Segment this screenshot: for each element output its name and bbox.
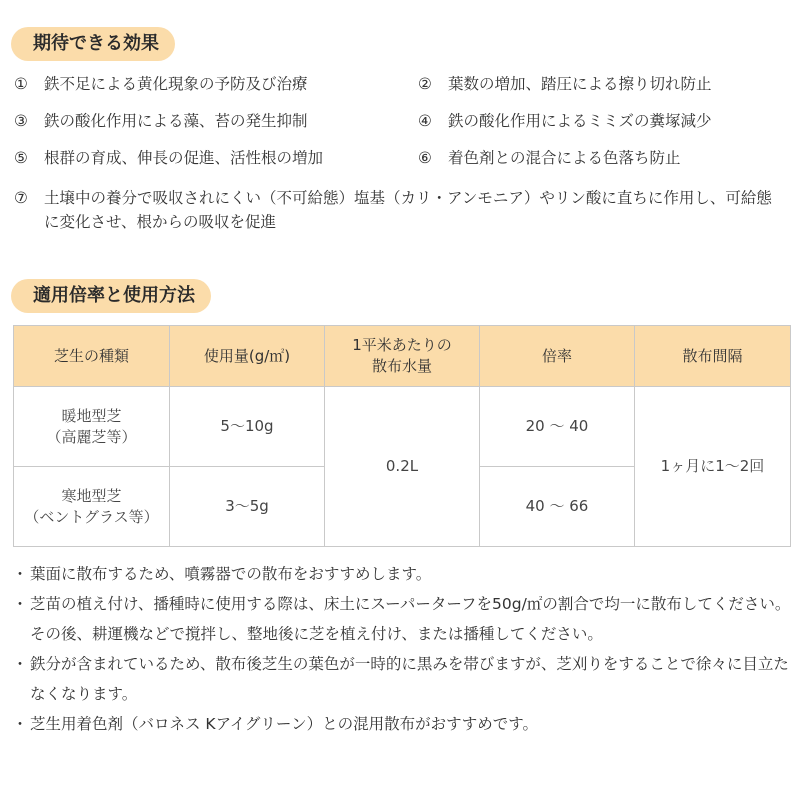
table-row bbox=[14, 387, 791, 467]
header-interval: 散布間隔 bbox=[635, 326, 791, 387]
note-text: 葉面に散布するため、噴霧器での散布をおすすめします。 bbox=[30, 565, 432, 583]
lawn-type-name: 寒地型芝 bbox=[61, 486, 122, 505]
note-bullet: ・ bbox=[12, 595, 28, 613]
header-ratio: 倍率 bbox=[480, 326, 635, 387]
usage-notes bbox=[10, 559, 795, 739]
cell-amount: 5～10g bbox=[170, 387, 325, 467]
usage-table bbox=[13, 325, 791, 547]
effect-text: 鉄の酸化作用による藻、苔の発生抑制 bbox=[44, 112, 308, 130]
note-bullet: ・ bbox=[12, 565, 28, 583]
cell-interval: 1ヶ月に1～2回 bbox=[635, 387, 791, 547]
lawn-type-example: （高麗芝等） bbox=[46, 427, 137, 446]
effect-text: 着色剤との混合による色落ち防止 bbox=[448, 149, 681, 167]
effect-text: 根群の育成、伸長の促進、活性根の増加 bbox=[44, 149, 324, 167]
cell-lawn-type bbox=[14, 387, 170, 467]
effect-text: 土壌中の養分で吸収されにくい（不可給態）塩基（カリ・アンモニア）やリン酸に直ちに作用し、可給態に変化させ、根からの吸収を促進 bbox=[44, 189, 772, 231]
note-text: 鉄分が含まれているため、散布後芝生の葉色が一時的に黒みを帯びますが、芝刈りをすることで徐々に目立たなくなります。 bbox=[30, 655, 789, 703]
header-amount: 使用量(g/㎡) bbox=[170, 326, 325, 387]
effect-number: ③ bbox=[14, 112, 28, 130]
effect-item bbox=[14, 72, 308, 96]
effect-item bbox=[14, 186, 784, 234]
cell-ratio: 40 ～ 66 bbox=[480, 467, 635, 547]
note-text: 芝苗の植え付け、播種時に使用する際は、床土にスーパーターフを50g/㎡の割合で均一に散布してください。その後、耕運機などで撹拌し、整地後に芝を植え付け、または播種してください。 bbox=[30, 595, 791, 643]
effect-item bbox=[418, 72, 712, 96]
note-bullet: ・ bbox=[12, 655, 28, 673]
effect-item bbox=[418, 146, 681, 170]
header-water-line1: 1平米あたりの bbox=[352, 336, 452, 354]
note-text: 芝生用着色剤（バロネス Kアイグリーン）との混用散布がおすすめです。 bbox=[30, 715, 538, 733]
note-item bbox=[10, 709, 795, 739]
effect-item bbox=[14, 146, 323, 170]
note-item bbox=[10, 649, 795, 709]
table-header-row bbox=[14, 326, 791, 387]
effect-number: ④ bbox=[418, 112, 432, 130]
header-water-volume bbox=[325, 326, 480, 387]
effect-text: 鉄の酸化作用によるミミズの糞塚減少 bbox=[448, 112, 712, 130]
effect-text: 鉄不足による黄化現象の予防及び治療 bbox=[44, 75, 308, 93]
header-water-line2: 散布水量 bbox=[371, 357, 432, 375]
effect-item bbox=[14, 109, 308, 133]
note-bullet: ・ bbox=[12, 715, 28, 733]
effect-number: ① bbox=[14, 75, 28, 93]
cell-amount: 3～5g bbox=[170, 467, 325, 547]
lawn-type-name: 暖地型芝 bbox=[61, 406, 122, 425]
effect-number: ② bbox=[418, 75, 432, 93]
effect-number: ⑥ bbox=[418, 149, 432, 167]
lawn-type-example: （ベントグラス等） bbox=[24, 507, 159, 526]
note-item bbox=[10, 589, 795, 649]
cell-water-volume: 0.2L bbox=[325, 387, 480, 547]
effect-item bbox=[418, 109, 712, 133]
note-item bbox=[10, 559, 795, 589]
effect-text: 葉数の増加、踏圧による擦り切れ防止 bbox=[448, 75, 712, 93]
usage-section-title: 適用倍率と使用方法 bbox=[11, 279, 211, 313]
header-lawn-type: 芝生の種類 bbox=[14, 326, 170, 387]
effects-section-title: 期待できる効果 bbox=[11, 27, 175, 61]
effect-number: ⑤ bbox=[14, 149, 28, 167]
cell-lawn-type bbox=[14, 467, 170, 547]
cell-ratio: 20 ～ 40 bbox=[480, 387, 635, 467]
effect-number: ⑦ bbox=[14, 189, 28, 207]
